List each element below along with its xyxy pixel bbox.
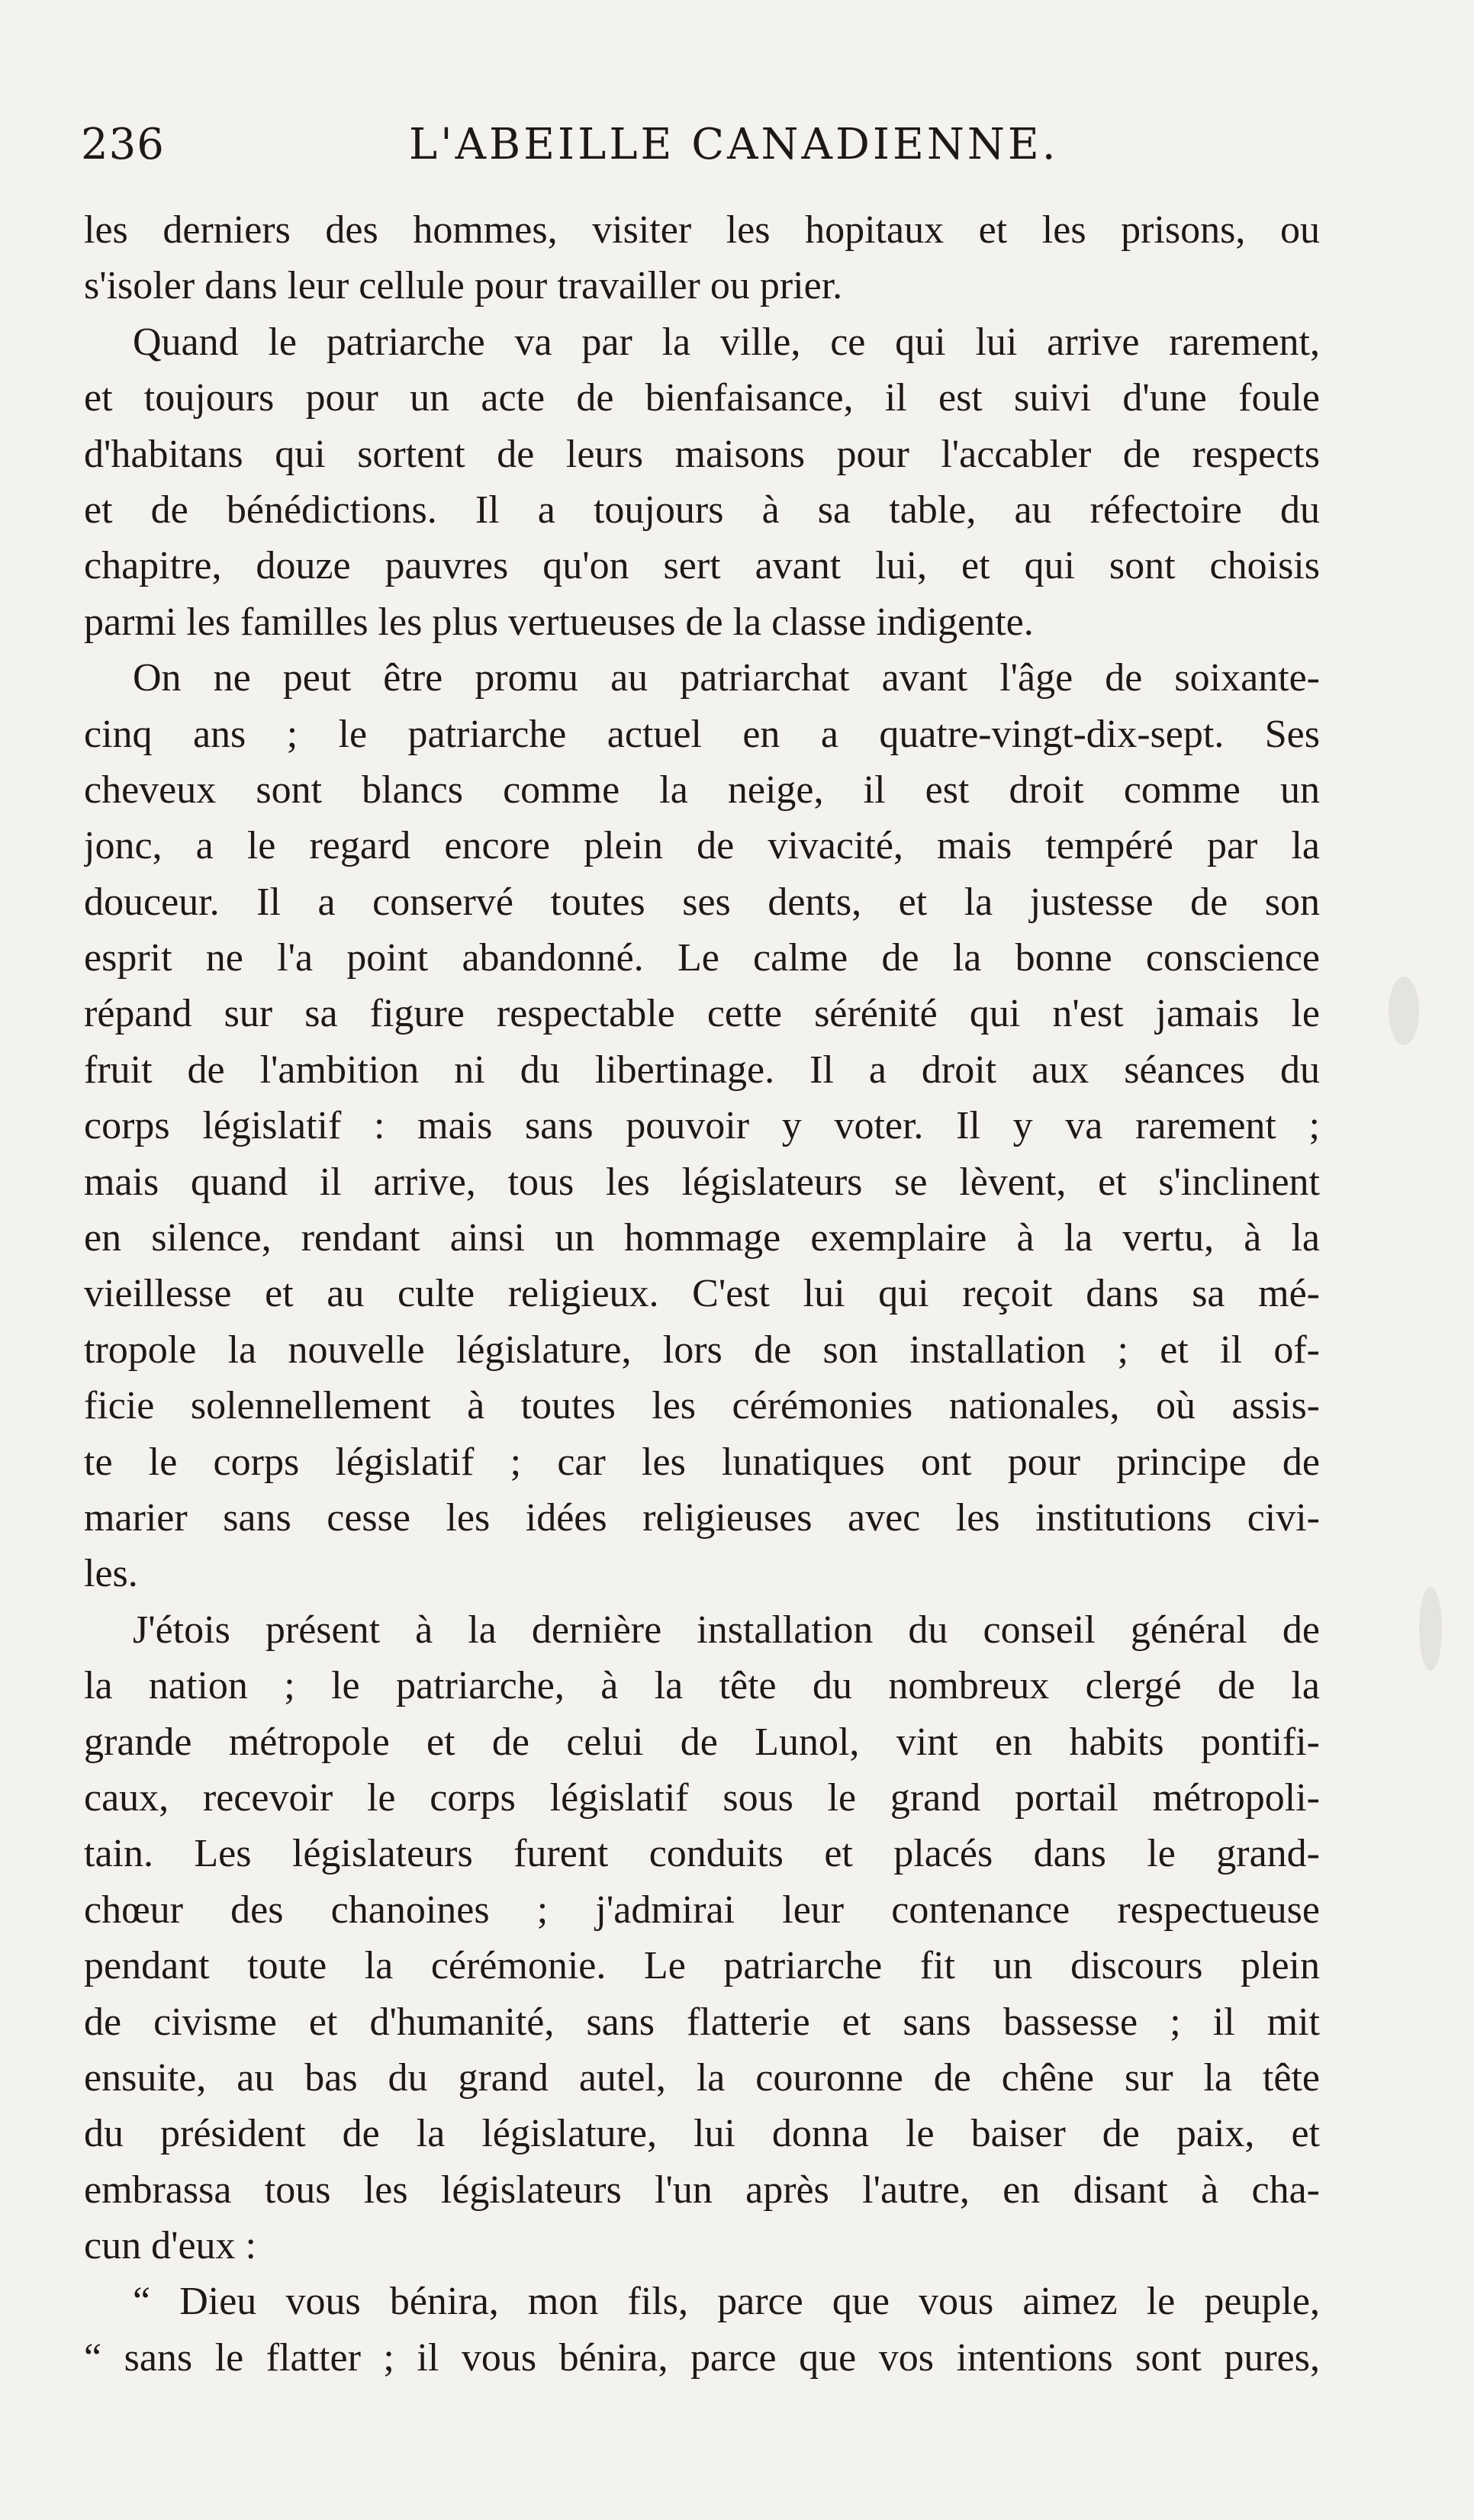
- text-line: les.: [84, 1552, 138, 1596]
- running-title: L'ABEILLE CANADIENNE.: [409, 120, 1059, 169]
- text-line: esprit ne l'a point abandonné. Le calme de la bonne conscience: [84, 936, 1320, 980]
- text-line: tropole la nouvelle législature, lors de son installation ; et il of-: [84, 1328, 1320, 1372]
- text-line: douceur. Il a conservé toutes ses dents, et la justesse de son: [84, 880, 1320, 924]
- text-line: mais quand il arrive, tous les législateurs se lèvent, et s'inclinent: [84, 1160, 1320, 1204]
- text-line: cun d'eux :: [84, 2224, 256, 2268]
- body-text: [84, 202, 1320, 2386]
- text-line: parmi les familles les plus vertueuses de la classe indigente.: [84, 600, 1034, 644]
- text-line: et toujours pour un acte de bienfaisance, il est suivi d'une foule: [84, 376, 1320, 420]
- text-line: corps législatif : mais sans pouvoir y voter. Il y va rarement ;: [84, 1104, 1320, 1148]
- paper-blemish: [1389, 977, 1419, 1045]
- text-line: embrassa tous les législateurs l'un après l'autre, en disant à cha-: [84, 2168, 1320, 2212]
- text-line: s'isoler dans leur cellule pour travailler ou prier.: [84, 264, 843, 308]
- text-line: grande métropole et de celui de Lunol, vint en habits pontifi-: [84, 1720, 1320, 1764]
- text-line: répand sur sa figure respectable cette sérénité qui n'est jamais le: [84, 992, 1320, 1036]
- text-line: marier sans cesse les idées religieuses avec les institutions civi-: [84, 1495, 1320, 1540]
- text-line: d'habitans qui sortent de leurs maisons pour l'accabler de respects: [84, 432, 1320, 476]
- text-line: chœur des chanoines ; j'admirai leur contenance respectueuse: [84, 1888, 1320, 1932]
- text-line: “ sans le flatter ; il vous bénira, parce que vos intentions sont pures,: [84, 2335, 1320, 2380]
- text-line: en silence, rendant ainsi un hommage exemplaire à la vertu, à la: [84, 1216, 1320, 1260]
- text-line: On ne peut être promu au patriarchat avant l'âge de soixante-: [133, 656, 1320, 700]
- text-line: de civisme et d'humanité, sans flatterie et sans bassesse ; il mit: [84, 2000, 1320, 2044]
- text-line: fruit de l'ambition ni du libertinage. Il a droit aux séances du: [84, 1048, 1320, 1092]
- text-line: caux, recevoir le corps législatif sous le grand portail métropoli-: [84, 1775, 1320, 1820]
- text-line: les derniers des hommes, visiter les hopitaux et les prisons, ou: [84, 208, 1320, 252]
- text-line: ficie solennellement à toutes les cérémonies nationales, où assis-: [84, 1384, 1320, 1428]
- running-head: [81, 114, 1340, 175]
- page-number: 236: [81, 120, 165, 169]
- text-line: ensuite, au bas du grand autel, la couronne de chêne sur la tête: [84, 2055, 1320, 2100]
- text-line: Quand le patriarche va par la ville, ce qui lui arrive rarement,: [133, 320, 1320, 364]
- text-line: du président de la législature, lui donna le baiser de paix, et: [84, 2112, 1320, 2156]
- text-line: te le corps législatif ; car les lunatiques ont pour principe de: [84, 1440, 1320, 1484]
- text-line: chapitre, douze pauvres qu'on sert avant lui, et qui sont choisis: [84, 544, 1320, 588]
- text-line: cinq ans ; le patriarche actuel en a quatre-vingt-dix-sept. Ses: [84, 712, 1320, 756]
- text-line: pendant toute la cérémonie. Le patriarche fit un discours plein: [84, 1944, 1320, 1988]
- text-line: et de bénédictions. Il a toujours à sa table, au réfectoire du: [84, 488, 1320, 532]
- text-line: la nation ; le patriarche, à la tête du nombreux clergé de la: [84, 1664, 1320, 1708]
- text-line: cheveux sont blancs comme la neige, il est droit comme un: [84, 768, 1320, 812]
- paper-blemish: [1419, 1587, 1442, 1671]
- text-line: “ Dieu vous bénira, mon fils, parce que vous aimez le peuple,: [133, 2280, 1320, 2324]
- text-line: tain. Les législateurs furent conduits et placés dans le grand-: [84, 1832, 1320, 1876]
- text-line: jonc, a le regard encore plein de vivacité, mais tempéré par la: [84, 824, 1320, 868]
- text-line: J'étois présent à la dernière installation du conseil général de: [133, 1608, 1320, 1652]
- text-line: vieillesse et au culte religieux. C'est lui qui reçoit dans sa mé-: [84, 1272, 1320, 1316]
